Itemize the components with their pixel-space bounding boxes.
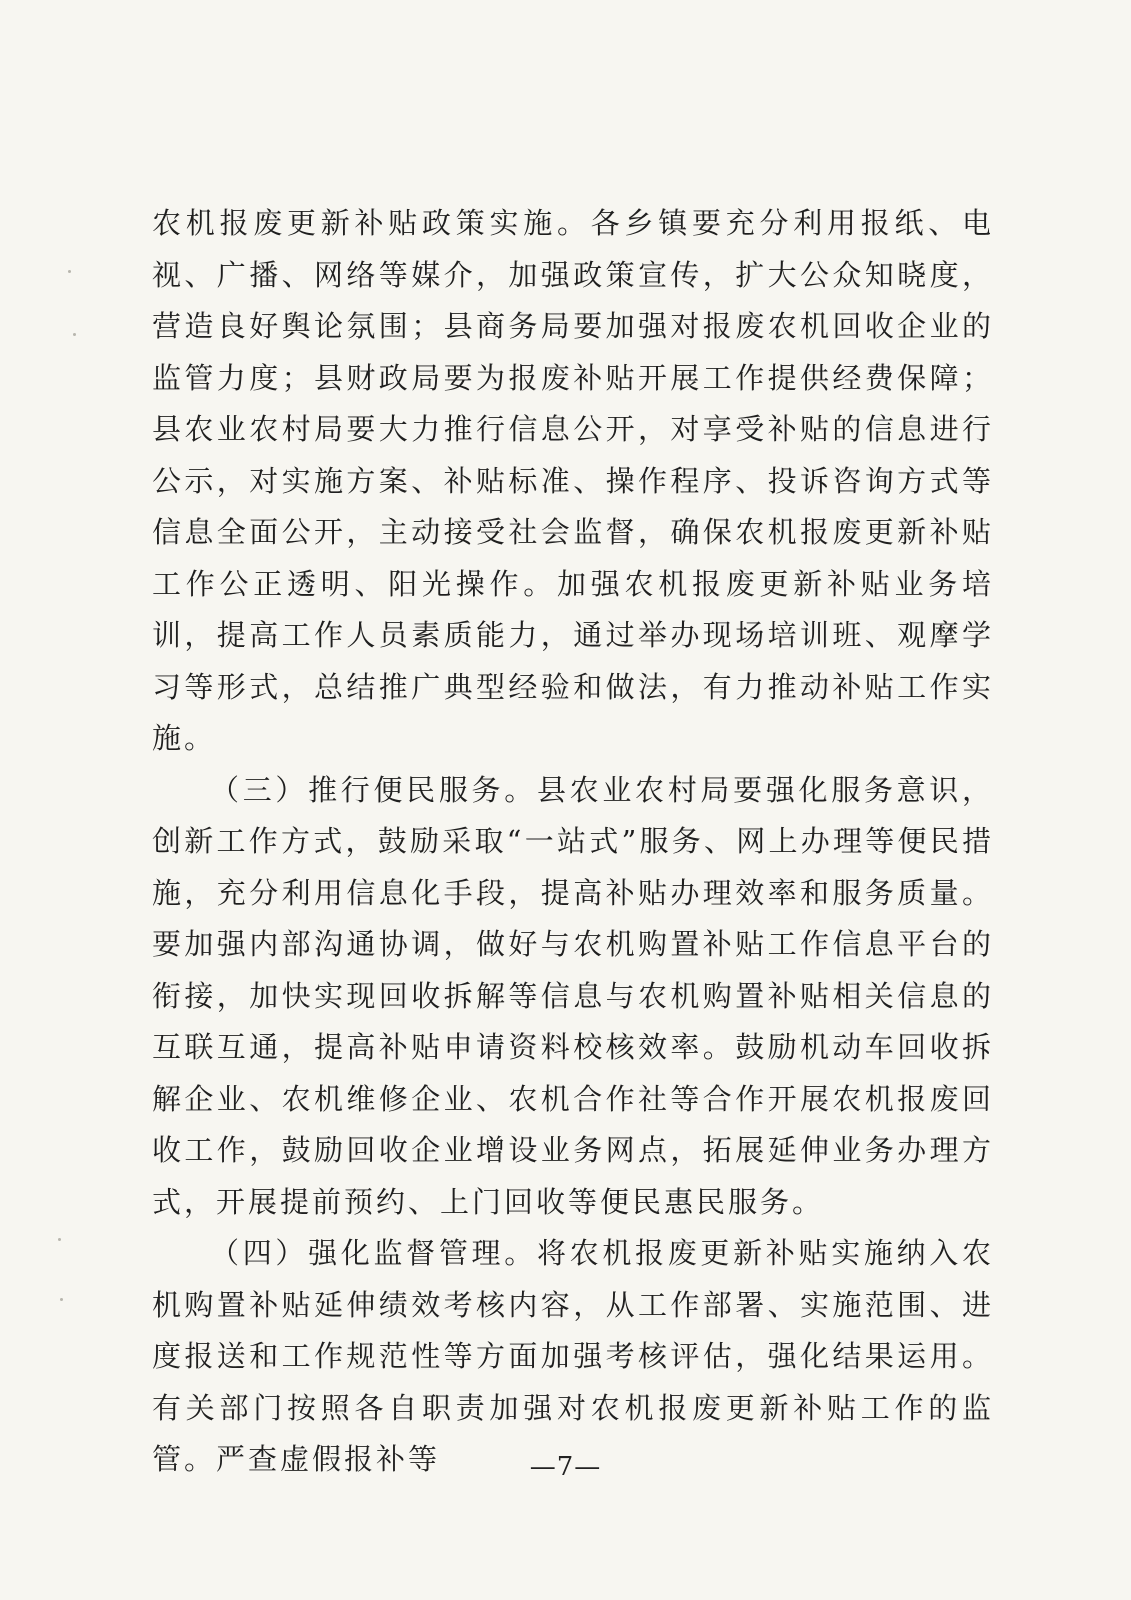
paragraph-continuation: 农机报废更新补贴政策实施。各乡镇要充分利用报纸、电视、广播、网络等媒介，加强政策宣传，扩大公众知晓度，营造良好舆论氛围；县商务局要加强对报废农机回收企业的监管力度；县财政局要为报废补贴开展工作提供经费保障；县农业农村局要大力推行信息公开，对享受补贴的信息进行公示，对实施方案、补贴标准、操作程序、投诉咨询方式等信息全面公开，主动接受社会监督，确保农机报废更新补贴工作公正透明、阳光操作。加强农机报废更新补贴业务培训，提高工作人员素质能力，通过举办现场培训班、观摩学习等形式，总结推广典型经验和做法，有力推动补贴工作实施。 [152, 206, 994, 755]
scan-speck [58, 1238, 61, 1241]
scan-speck [60, 1298, 63, 1301]
paragraph-supervision-management: （四）强化监督管理。将农机报废更新补贴实施纳入农机购置补贴延伸绩效考核内容，从工作部署、实施范围、进度报送和工作规范性等方面加强考核评估，强化结果运用。有关部门按照各自职责加强对农机报废更新补贴工作的监管。严查虚假报补等 [152, 1236, 994, 1476]
document-body [152, 198, 994, 1486]
scan-speck [68, 270, 71, 273]
scan-speck [73, 333, 76, 336]
paragraph-convenience-services: （三）推行便民服务。县农业农村局要强化服务意识，创新工作方式，鼓励采取“一站式”服务、网上办理等便民措施，充分利用信息化手段，提高补贴办理效率和服务质量。要加强内部沟通协调，做好与农机购置补贴工作信息平台的衔接，加快实现回收拆解等信息与农机购置补贴相关信息的互联互通，提高补贴申请资料校核效率。鼓励机动车回收拆解企业、农机维修企业、农机合作社等合作开展农机报废回收工作，鼓励回收企业增设业务网点，拓展延伸业务办理方式，开展提前预约、上门回收等便民惠民服务。 [152, 772, 994, 1219]
page-number: —7— [529, 1452, 602, 1482]
